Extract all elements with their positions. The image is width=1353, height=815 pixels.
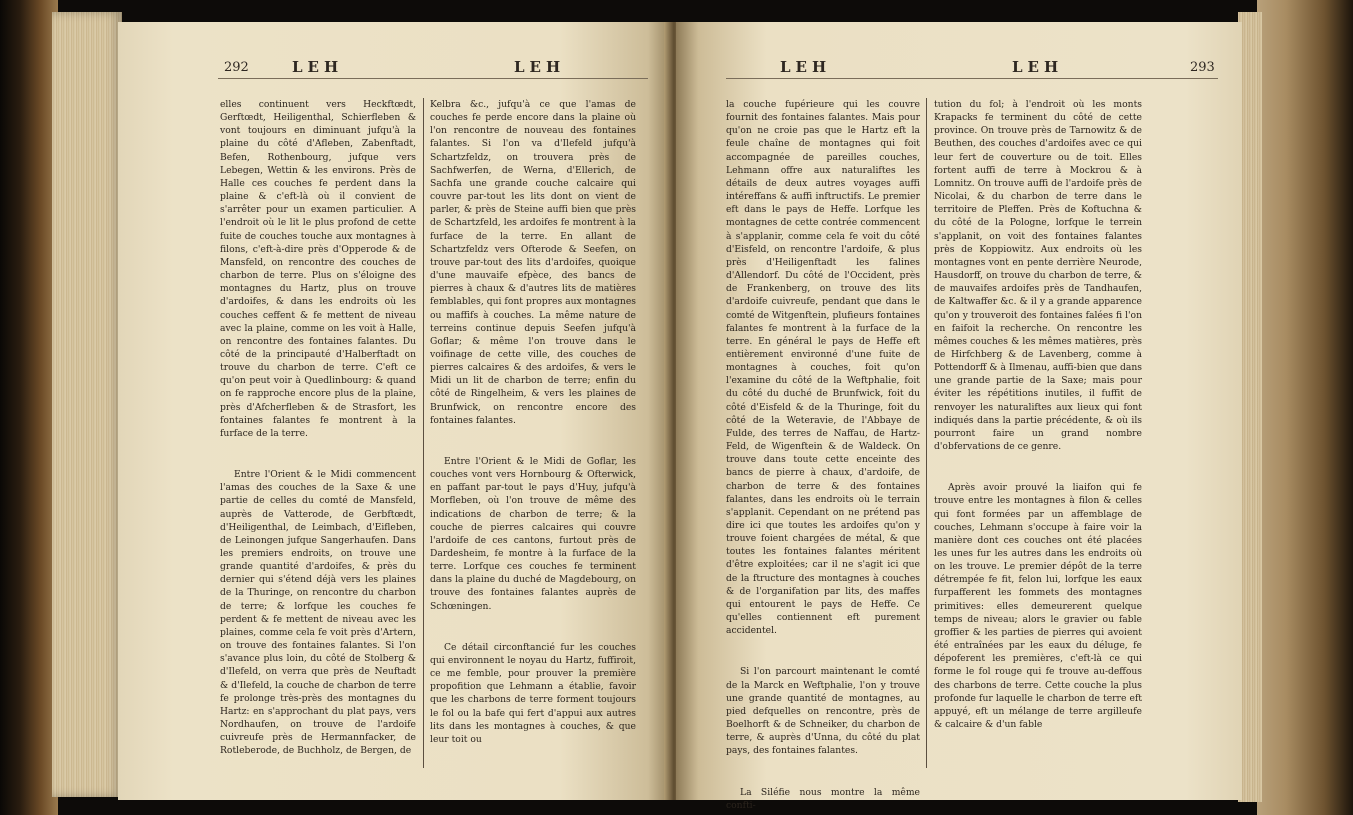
right-running-header-1: LEH: [780, 58, 832, 76]
paragraph: Ce détail circonftancié fur les couches qui environnent le noyau du Hartz, fuffiroit, ce me femble, pour prouver la première propofition que Lehmann a établie, favoir que les charbons de terre forment toujours le fol ou la bafe qui fert d'appui aux autres lits dans les montagnes à couches, & que leur toit ou: [430, 641, 636, 745]
left-page-column-1: [220, 98, 416, 758]
page-stack-left: [52, 12, 122, 797]
paragraph: tution du fol; à l'endroit où les monts Krapacks fe terminent du côté de cette province. On trouve près de Tarnowitz & de Beuthen, des couches d'ardoifes avec ce qui leur fert de couverture ou de toit. Elles fortent auffi de terre à Mockrou & à Lomnitz. On trouve auffi de l'ardoife près de Nicolai, & du charbon de terre dans le territoire de Pleffen. Près de Koftuchna & du côté de la Pologne, lorfque le terrein s'applanit, on voit des fontaines falantes près de Koppiowitz. Aux endroits où les montagnes vont en pente derrière Neurode, Hausdorff, on trouve du charbon de terre, & de mauvaifes ardoifes près de Tandhaufen, de Kaltwaffer &c. & il y a grande apparence qu'on y trouveroit des fontaines falées fi l'on en faifoit la recherche. On rencontre les mêmes couches & les mêmes matières, près de Hirfchberg & de Lavenberg, comme à Pottendorff & à Ilmenau, auffi-bien que dans une grande partie de la Saxe; mais pour éviter les répétitions inutiles, il fuffit de renvoyer les naturaliftes aux lieux qui font indiqués dans la partie précédente, & où ils pourront faire un grand nombre d'obfervations de ce genre.: [934, 99, 1142, 453]
paragraph: La Siléfie nous montre la même confti-: [726, 786, 920, 811]
left-running-header-1: LEH: [292, 58, 344, 76]
left-page-column-2: [430, 98, 636, 746]
left-page: [118, 22, 670, 800]
book-edge-right: [1257, 0, 1353, 815]
paragraph: Kelbra &c., jufqu'à ce que l'amas de couches fe perde encore dans la plaine où l'on rencontre de nouveau des fontaines falantes. Si l'on va d'Ilefeld jufqu'à Schartzfeldz, on trouvera près de Sachfwerfen, de Werna, d'Ellerich, de Sachfa une grande couche calcaire qui couvre par-tout les lits dont on vient de parler, & près de Steine auffi bien que près de Schartzfeld, les ardoifes fe montrent à la furface de la terre. En allant de Schartzfeldz vers Ofterode & Seefen, on trouve par-tout des lits d'ardoifes, quoique d'une mauvaife efpèce, des bancs de pierres à chaux & d'autres lits de matières femblables, qui font propres aux montagnes ou maffifs à couches. La même nature de terreins continue depuis Seefen jufqu'à Goflar; & même l'on trouve dans le voifinage de cette ville, des couches de pierres calcaires & des ardoifes, & vers le Midi un lit de charbon de terre; enfin du côté de Ringelheim, & vers les plaines de Brunfwick, on rencontre encore des fontaines falantes.: [430, 99, 636, 426]
right-page: [676, 22, 1242, 811]
column-rule: [423, 98, 424, 768]
paragraph: Entre l'Orient & le Midi commencent l'amas des couches de la Saxe & une partie de celles du comté de Mansfeld, auprès de Vatterode, de Gerbftœdt, d'Heiligenthal, de Leimbach, d'Eifleben, de Leinongen jufque Sangerhaufen. Dans les premiers endroits, on trouve une grande quantité d'ardoifes, & près du dernier qui s'étend déjà vers les plaines de la Thuringe, on rencontre du charbon de terre; & lorfque les couches fe perdent & fe mettent de niveau avec les plaines, comme cela fe voit près d'Artern, on trouve des fontaines falantes. Si l'on s'avance plus loin, du côté de Stolberg & d'Ilefeld, on verra que près de Neuftadt & d'Ilefeld, la couche de charbon de terre fe prolonge très-près des montagnes du Hartz: en s'approchant du plat pays, vers Nordhaufen, on trouve de l'ardoife cuivreufe près de Hermannfacker, de Rotleberode, de Buchholz, de Bergen, de: [220, 469, 416, 757]
right-running-header-2: LEH: [1012, 58, 1064, 76]
paragraph: Après avoir prouvé la liaifon qui fe trouve entre les montagnes à filon & celles qui font formées par un affemblage de couches, Lehmann s'occupe à faire voir la manière dont ces couches ont été placées les unes fur les autres dans les endroits où on les trouve. Le premier dépôt de la terre détrempée fe fit, felon lui, lorfque les eaux furpafferent les fommets des montagnes primitives: elles demeurerent quelque temps de niveau; alors le gravier ou fable groffier & les parties de pierres qui avoient été entraînées par les eaux du déluge, fe dépoferent les premières, c'eft-là ce qui forme le fol rouge qui fe trouve au-deffous des charbons de terre. Cette couche la plus profonde fur laquelle le charbon de terre eft appuyé, eft un mélange de terre argilleufe & calcaire & d'un fable: [934, 482, 1142, 731]
header-rule: [726, 78, 1218, 79]
book-edge-left: [0, 0, 58, 815]
paragraph: elles continuent vers Heckftœdt, Gerftœdt, Heiligenthal, Schierfleben & vont toujours en diminuant jufqu'à la plaine du côté d'Afleben, Zabenftadt, Befen, Rothenbourg, jufque vers Lebegen, Wettin & les environs. Près de Halle ces couches fe perdent dans la plaine & c'eft-là où il convient de s'arrêter pour un examen particulier. A l'endroit où le lit le plus profond de cette fuite de couches touche aux montagnes à filons, c'eft-à-dire près d'Opperode & de Mansfeld, on rencontre des couches de charbon de terre. Plus on s'éloigne des montagnes du Hartz, plus on trouve d'ardoifes, & dans les endroits où les couches ceffent & fe mettent de niveau avec la plaine, comme on les voit à Halle, on rencontre des fontaines falantes. Du côté de la principauté d'Halberftadt on trouve du charbon de terre. C'eft ce qu'on peut voir à Quedlinbourg: & quand on fe rapproche encore plus de la plaine, près d'Afcherfleben & de Strasfort, les fontaines falantes fe montrent à la furface de la terre.: [220, 99, 416, 439]
paragraph: Entre l'Orient & le Midi de Goflar, les couches vont vers Hornbourg & Ofterwick, en paffant par-tout le pays d'Huy, jufqu'à Morfleben, où l'on trouve de même des indications de charbon de terre; & la couche de pierres calcaires qui couvre l'ardoife de ces cantons, furtout près de Dardesheim, fe montre à la furface de la terre. Lorfque ces couches fe terminent dans la plaine du duché de Magdebourg, on trouve des fontaines falantes auprès de Schœningen.: [430, 455, 636, 612]
paragraph: la couche fupérieure qui les couvre fournit des fontaines falantes. Mais pour qu'on ne croie pas que le Hartz eft la feule chaîne de montagnes qui foit accompagnée de pareilles couches, Lehmann offre aux naturaliftes les détails de deux autres voyages auffi intéreffans & auffi inftructifs. Le premier eft dans le pays de Heffe. Lorfque les montagnes de cette contrée commencent à s'applanir, comme cela fe voit du côté d'Eisfeld, on rencontre l'ardoife, & plus près d'Heiligenftadt les falines d'Allendorf. Du côté de l'Occident, près de Frankenberg, on trouve des lits d'ardoife cuivreufe, pendant que dans le comté de Witgenftein, plufieurs fontaines falantes fe montrent à la furface de la terre. En général le pays de Heffe eft entièrement environné d'une fuite de montagnes à couches, foit qu'on l'examine du côté de la Weftphalie, foit du côté du duché de Brunfwick, foit du côté d'Eisfeld & de la Thuringe, foit du côté de la Weteravie, de l'Abbaye de Fulde, des terres de Naffau, de Hartz-Feld, de Wigenftein & de Waldeck. On trouve dans toute cette enceinte des bancs de pierre à chaux, d'ardoife, de charbon de terre & des fontaines falantes, dans les endroits où le terrain s'applanit. Cependant on ne prétend pas dire ici que toutes les ardoifes qu'on y trouve foient chargées de métal, & que toutes les fontaines falantes méritent d'être exploitées; car il ne s'agit ici que de la ftructure des montagnes à couches & de l'organifation par lits, des maffes qui entourent le pays de Heffe. Ce qu'elles contiennent eft purement accidentel.: [726, 99, 920, 637]
header-rule: [218, 78, 648, 79]
left-running-header-2: LEH: [514, 58, 566, 76]
column-rule: [926, 98, 927, 768]
left-page-number: 292: [224, 60, 249, 75]
right-page-number: 293: [1190, 60, 1215, 75]
right-page-column-1: [726, 98, 920, 812]
paragraph: Si l'on parcourt maintenant le comté de la Marck en Weftphalie, l'on y trouve une grande quantité de montagnes, au pied defquelles on rencontre, près de Boelhorft & de Schneiker, du charbon de terre, & auprès d'Unna, du côté du plat pays, des fontaines falantes.: [726, 666, 920, 757]
right-page-column-2: [934, 98, 1142, 731]
